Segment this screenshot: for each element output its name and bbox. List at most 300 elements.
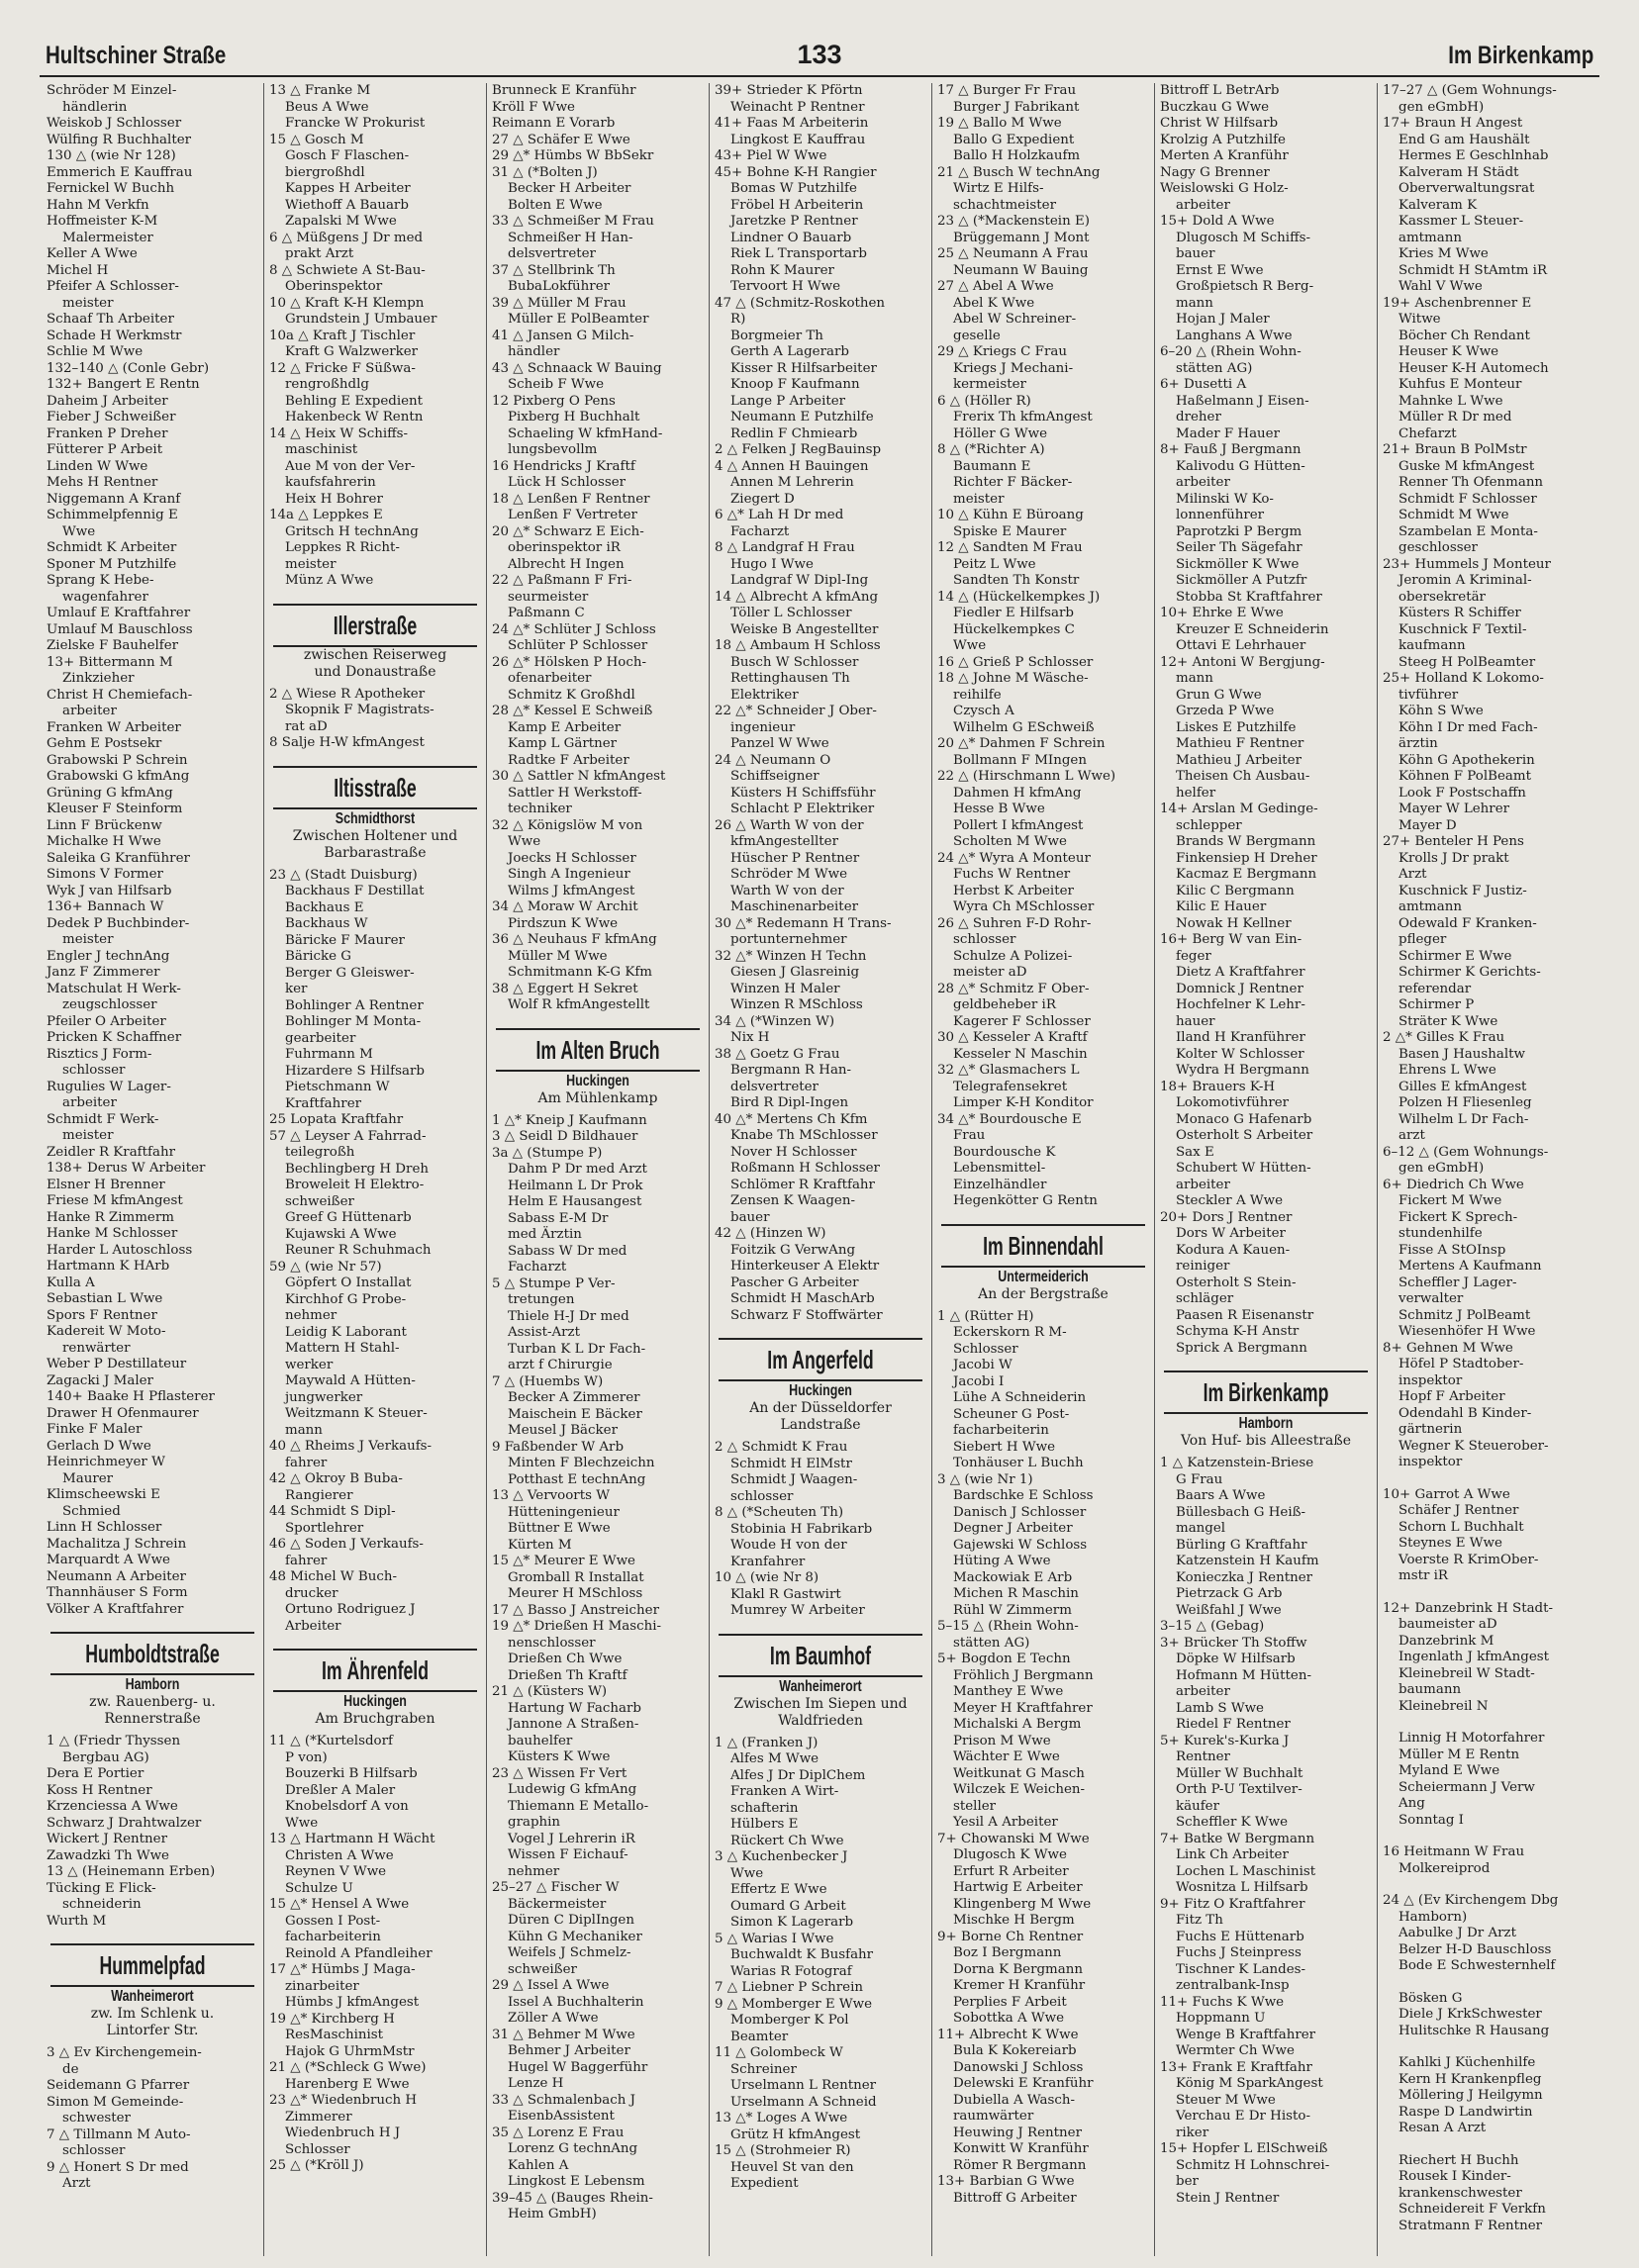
entry-continuation: arbeiter (1176, 1684, 1230, 1699)
entry-continuation: Kuschnick F Justiz- (1398, 883, 1527, 898)
entry-continuation: Bergbau AG) (62, 1749, 149, 1765)
directory-entry: 6 △ Müßgens J Dr med (269, 230, 424, 245)
directory-entry: 12+ Antoni W Bergjung- (1160, 654, 1325, 670)
entry-continuation: Ludewig G kfmAng (508, 1782, 637, 1797)
entry-continuation: Ziegert D (730, 491, 795, 507)
entry-continuation: Wissen F Eichauf- (508, 1847, 628, 1862)
entry-continuation: nehmer (508, 1863, 560, 1879)
entry-continuation: Spiske E Maurer (953, 523, 1067, 539)
directory-entry: Koss H Rentner (47, 1782, 152, 1798)
entry-continuation: Hochfelner K Lehr- (1176, 997, 1305, 1012)
directory-entry: Pricken K Schaffner (47, 1030, 182, 1045)
entry-continuation: zinarbeiter (285, 1978, 359, 1994)
entry-continuation: Pascher G Arbeiter (730, 1275, 859, 1290)
entry-continuation: Hugo I Wwe (730, 556, 814, 572)
directory-entry: Rugulies W Lager- (47, 1079, 171, 1094)
entry-continuation: Frerix Th kfmAngest (953, 410, 1093, 425)
entry-continuation: verwalter (1398, 1291, 1464, 1306)
directory-entry: Schmidt F Werk- (47, 1111, 159, 1127)
directory-entry: 19 △* Drießen H Maschi- (492, 1619, 662, 1634)
entry-continuation: Fuchs J Steinpress (1176, 1945, 1302, 1960)
directory-entry: Linn F Brückenw (47, 817, 162, 833)
entry-continuation: Konwitt W Kranführ (953, 2141, 1089, 2156)
entry-continuation: Look F Postschaffn (1398, 785, 1526, 801)
directory-entry: 9+ Borne Ch Rentner (937, 1929, 1084, 1944)
directory-entry: 14+ Arslan M Gedinge- (1160, 802, 1318, 816)
directory-entry: Schröder M Einzel- (47, 83, 177, 98)
entry-continuation: Böcher Ch Rendant (1398, 328, 1530, 343)
entry-continuation: Polzen H Fliesenleg (1398, 1095, 1532, 1110)
directory-entry: Linden W Wwe (47, 458, 148, 474)
entry-continuation: Iland H Kranführer (1176, 1030, 1305, 1045)
entry-continuation: Belzer H-D Bauschloss (1398, 1941, 1552, 1957)
entry-continuation: Fitz Th (1176, 1913, 1223, 1928)
directory-entry: 13 △ Vervoorts W (492, 1488, 610, 1503)
entry-continuation: Dreßler A Maler (285, 1782, 396, 1798)
entry-continuation: stätten AG) (953, 1635, 1030, 1651)
directory-entry: 12+ Danzebrink H Stadt- (1383, 1600, 1554, 1616)
entry-continuation: Voerste R KrimOber- (1398, 1552, 1539, 1567)
directory-entry: 13+ Frank E Kraftfahr (1160, 2059, 1312, 2075)
entry-continuation: Paßmann C (508, 606, 585, 620)
entry-continuation: Reinold A Pfandleiher (285, 1945, 433, 1961)
entry-continuation: Konieczka J Rentner (1176, 1569, 1313, 1585)
street-location: Barbarastraße (324, 844, 427, 861)
entry-continuation: tivführer (1398, 687, 1459, 703)
directory-entry: 32 △* Glasmachers L (937, 1063, 1080, 1078)
entry-continuation: obersekretär (1398, 589, 1486, 605)
entry-continuation: Hofmann M Hütten- (1176, 1667, 1311, 1683)
entry-continuation: Steeg H PolBeamter (1398, 654, 1536, 670)
entry-continuation: gärtnerin (1398, 1422, 1463, 1437)
entry-continuation: Küsters H Schiffsführ (730, 785, 876, 801)
street-section-header (269, 766, 481, 862)
directory-entry: Christ H Chemiefach- (47, 687, 193, 703)
directory-entry: 30 △ Kesseler A Kraftf (937, 1030, 1088, 1045)
entry-continuation: Manthey E Wwe (953, 1684, 1064, 1699)
entry-gap (1383, 2039, 1594, 2055)
directory-entry: Emmerich E Kauffrau (47, 164, 193, 180)
entry-continuation: referendar (1398, 981, 1472, 996)
street-section-header (492, 1028, 704, 1107)
entry-continuation: Schlömer R Kraftfahr (730, 1177, 875, 1192)
entry-continuation: meister (62, 932, 114, 947)
entry-continuation: Wwe (62, 523, 96, 539)
entry-continuation: Hamborn) (1398, 1909, 1468, 1925)
directory-entry: 7+ Chowanski M Wwe (937, 1831, 1090, 1846)
entry-continuation: Redlin F Chmiearb (730, 425, 858, 441)
entry-continuation: Wyra Ch MSchlosser (953, 899, 1095, 914)
directory-entry: Friese M kfmAngest (47, 1193, 183, 1208)
entry-continuation: ofenarbeiter (508, 671, 592, 686)
directory-entry: 5–15 △ (Rhein Wohn- (937, 1619, 1079, 1634)
entry-continuation: Müller W Buchhalt (1176, 1765, 1303, 1781)
street-location: Waldfrieden (778, 1712, 863, 1729)
entry-continuation: Hüscher P Rentner (730, 850, 860, 866)
entry-continuation: Rousek I Kinder- (1398, 2169, 1511, 2184)
entry-continuation: Schmidt H MaschArb (730, 1291, 875, 1306)
directory-entry: Schlie M Wwe (47, 344, 144, 359)
entry-continuation: R) (730, 312, 746, 327)
directory-entry: 19+ Aschenbrenner E (1383, 295, 1532, 311)
entry-continuation: Landgraf W Dipl-Ing (730, 573, 869, 588)
directory-entry: Nagy G Brenner (1160, 164, 1270, 180)
entry-continuation: Jeromin A Kriminal- (1398, 573, 1532, 588)
directory-entry: 24 △* Schlüter J Schloss (492, 621, 656, 637)
directory-entry: 19 △ Ballo M Wwe (937, 116, 1062, 131)
directory-entry: 6–20 △ (Rhein Wohn- (1160, 344, 1302, 359)
entry-continuation: Jannone A Straßen- (508, 1717, 639, 1732)
directory-entry: Spors F Rentner (47, 1307, 157, 1323)
entry-continuation: ingenieur (730, 719, 796, 735)
entry-continuation: Wächter E Wwe (953, 1749, 1060, 1764)
entry-continuation: Gajewski W Schloss (953, 1537, 1088, 1553)
entry-continuation: Maurer (62, 1470, 114, 1486)
directory-entry: Tücking E Flick- (47, 1880, 156, 1896)
entry-continuation: facharbeiterin (953, 1423, 1049, 1438)
entry-continuation: Beus A Wwe (285, 99, 369, 115)
entry-continuation: Weitkunat G Masch (953, 1765, 1085, 1781)
directory-column (710, 83, 932, 2256)
entry-continuation: arbeiter (1176, 1177, 1230, 1192)
entry-continuation: Scheffler K Wwe (1176, 1815, 1289, 1830)
entry-continuation: Sandten Th Konstr (953, 573, 1080, 588)
entry-continuation: geschlosser (1398, 540, 1478, 555)
entry-continuation: Singh A Ingenieur (508, 867, 630, 882)
entry-continuation: Heilmann L Dr Prok (508, 1178, 643, 1193)
entry-continuation: Kern H Krankenpfleg (1398, 2071, 1542, 2087)
directory-entry: 29 △ Issel A Wwe (492, 1978, 610, 1993)
entry-continuation: Schmitz K Großhdl (508, 687, 635, 703)
entry-continuation: Schmied (62, 1503, 121, 1519)
directory-entry: Reimann E Vorarb (492, 116, 616, 131)
entry-continuation: mann (285, 1422, 323, 1438)
entry-continuation: Klingenberg M Wwe (953, 1896, 1092, 1912)
directory-entry: Hanke R Zimmerm (47, 1209, 174, 1225)
directory-entry: Schimmelpfennig E (47, 508, 178, 522)
entry-continuation: Ang (1398, 1796, 1425, 1811)
entry-continuation: hauer (1176, 1013, 1215, 1029)
entry-continuation: ärztin (1398, 736, 1438, 751)
directory-entry: 24 △* Wyra A Monteur (937, 850, 1091, 866)
entry-continuation: bauer (1176, 246, 1215, 261)
directory-entry: 2 △ Wiese R Apotheker (269, 686, 426, 702)
entry-continuation: Müller R Dr med (1398, 410, 1512, 425)
directory-entry: 3a △ (Stumpe P) (492, 1145, 603, 1161)
directory-entry: Christ W Hilfsarb (1160, 116, 1279, 131)
directory-entry: 13 △ Franke M (269, 83, 371, 98)
entry-continuation: Abel K Wwe (953, 295, 1035, 311)
entry-continuation: prakt Arzt (285, 246, 354, 261)
entry-continuation: Müller M E Rentn (1398, 1747, 1520, 1762)
entry-continuation: zentralbank-Insp (1176, 1978, 1290, 1993)
entry-continuation: Winzen R MSchloss (730, 997, 863, 1012)
entry-continuation: Wiethoff A Bauarb (285, 197, 409, 213)
entry-continuation: geldbeheber iR (953, 997, 1056, 1012)
entry-continuation: graphin (508, 1815, 561, 1830)
entry-continuation: Warias R Fotograf (730, 1963, 852, 1979)
directory-entry: 16 Hendricks J Kraftf (492, 458, 635, 474)
entry-continuation: kfmAngestellter (730, 834, 839, 849)
entry-continuation: Wwe (285, 1815, 319, 1831)
directory-entry: 2 △ Schmidt K Frau (715, 1440, 848, 1455)
directory-entry: 48 Michel W Buch- (269, 1569, 398, 1584)
directory-entry: 5+ Kurek's-Kurka J (1160, 1733, 1290, 1748)
directory-entry: 5 △ Stumpe P Ver- (492, 1276, 616, 1291)
entry-continuation: arbeiter (1176, 197, 1230, 213)
entry-continuation: Zimmerer (285, 2109, 352, 2125)
directory-entry: Wyk J van Hilfsarb (47, 883, 172, 898)
directory-entry: Wurth M (47, 1913, 107, 1929)
directory-entry: 8 △ (*Richter A) (937, 442, 1045, 457)
entry-continuation: mann (1176, 671, 1213, 686)
entry-continuation: Fickert K Sprech- (1398, 1209, 1518, 1225)
entry-continuation: tretungen (508, 1292, 575, 1307)
entry-continuation: Mayer D (1398, 817, 1457, 833)
directory-entry: 5+ Bogdon E Techn (937, 1652, 1071, 1666)
directory-entry: 47 △ (Schmitz-Roskothen (715, 295, 886, 311)
directory-column (487, 83, 710, 2256)
directory-entry: 3+ Brücker Th Stoffw (1160, 1635, 1307, 1651)
entry-continuation: Becker A Zimmerer (508, 1390, 640, 1405)
entry-continuation: Schwarz F Stoffwärter (730, 1307, 883, 1323)
directory-entry: 29 △* Hümbs W BbSekr (492, 148, 654, 163)
entry-continuation: Fuchs W Rentner (953, 867, 1071, 882)
directory-entry: Mehs H Rentner (47, 475, 158, 490)
entry-gap (1383, 1877, 1594, 1893)
directory-entry: 15+ Hopfer L ElSchweiß (1160, 2141, 1328, 2156)
entry-continuation: Köhn G Apothekerin (1398, 752, 1535, 768)
directory-entry: Sponer M Putzhilfe (47, 556, 177, 572)
directory-entry: 32 △ Königslöw M von (492, 817, 643, 833)
entry-continuation: Brüggemann J Mont (953, 230, 1090, 245)
entry-continuation: Wirtz E Hilfs- (953, 181, 1044, 196)
entry-continuation: Nover H Schlosser (730, 1144, 857, 1160)
directory-entry: Seidemann G Pfarrer (47, 2078, 190, 2093)
entry-continuation: Weiske B Angestellter (730, 621, 879, 637)
entry-continuation: Küsters R Schiffer (1398, 606, 1521, 620)
entry-continuation: gen eGmbH) (1398, 1161, 1485, 1176)
entry-continuation: Müller M Wwe (508, 948, 608, 964)
directory-entry: Bittroff L BetrArb (1160, 83, 1280, 98)
entry-continuation: Michen R Maschin (953, 1586, 1079, 1601)
entry-continuation: Weifels J Schmelz- (508, 1945, 631, 1960)
entry-continuation: Fröbel H Arbeiterin (730, 197, 864, 213)
entry-continuation: Ballo G Expedient (953, 132, 1075, 147)
entry-continuation: Schirmer E Wwe (1398, 948, 1512, 964)
entry-continuation: Tischner K Landes- (1176, 1961, 1306, 1977)
directory-entry: 138+ Derus W Arbeiter (47, 1161, 206, 1176)
directory-entry: 15 △ Gosch M (269, 132, 364, 147)
directory-entry: 26 △ Warth W von der (715, 817, 864, 833)
entry-continuation: Schlüter P Schlosser (508, 638, 648, 653)
entry-continuation: Mischke H Bergm (953, 1913, 1075, 1928)
directory-entry: 16 △ Grieß P Schlosser (937, 654, 1094, 670)
entry-continuation: Hümbs J kfmAngest (285, 1995, 420, 2010)
entry-continuation: Kisser R Hilfsarbeiter (730, 360, 877, 376)
entry-continuation: Heuvel St van den (730, 2159, 854, 2175)
entry-continuation: Limper K-H Konditor (953, 1095, 1094, 1110)
street-name: Illerstraße (333, 610, 418, 640)
entry-continuation: Winzen H Maler (730, 981, 840, 996)
directory-entry: Kröll F Wwe (492, 99, 575, 115)
entry-continuation: Behmer J Arbeiter (508, 2043, 630, 2058)
entry-continuation: oberinspektor iR (508, 540, 621, 555)
entry-continuation: Scheib F Wwe (508, 377, 605, 392)
entry-continuation: Odendahl B Kinder- (1398, 1405, 1532, 1421)
street-location: Zwischen Holtener und (292, 827, 458, 844)
directory-entry: 24 △ (Ev Kirchengem Dbg (1383, 1893, 1559, 1908)
entry-continuation: Wilms J kfmAngest (508, 883, 635, 898)
entry-continuation: Linnig H Motorfahrer (1398, 1731, 1545, 1746)
directory-entry: 11 △ Golombeck W (715, 2045, 843, 2060)
entry-continuation: Dietz A Kraftfahrer (1176, 965, 1305, 980)
entry-continuation: End G am Haushält (1398, 132, 1530, 147)
directory-entry: 43 △ Schnaack W Bauing (492, 360, 662, 376)
street-location: zw. Rauenberg- u. (89, 1694, 216, 1710)
entry-continuation: Sprick A Bergmann (1176, 1340, 1307, 1356)
entry-continuation: Aue M von der Ver- (285, 458, 416, 474)
entry-continuation: teilegroßh (285, 1145, 355, 1160)
entry-continuation: Ingenlath J kfmAngest (1398, 1650, 1549, 1664)
entry-continuation: Bohlinger A Rentner (285, 997, 424, 1013)
entry-continuation: Schreiner (730, 2061, 797, 2077)
entry-continuation: Lokomotivführer (1176, 1095, 1290, 1110)
directory-entry: 20 △* Schwarz E Eich- (492, 523, 644, 539)
entry-continuation: Broweleit H Elektro- (285, 1178, 425, 1192)
entry-continuation: lonnenführer (1176, 508, 1265, 522)
directory-entry: 23 △ (Stadt Duisburg) (269, 867, 418, 883)
directory-entry: 25 △ (*Kröll J) (269, 2158, 364, 2173)
entry-continuation: Woude H von der (730, 1538, 847, 1553)
entry-continuation: G Frau (1176, 1471, 1223, 1487)
entry-continuation: schlepper (1176, 817, 1242, 833)
district-name: Schmidthorst (335, 809, 416, 827)
entry-continuation: Boz I Bergmann (953, 1945, 1062, 1960)
entry-continuation: kermeister (953, 377, 1026, 392)
entry-continuation: Kassmer L Steuer- (1398, 214, 1524, 229)
entry-continuation: schweißer (508, 1961, 577, 1977)
directory-entry: 7 △ Liebner P Schrein (715, 1980, 864, 1995)
entry-continuation: Kalveram K (1398, 197, 1478, 213)
entry-continuation: Schmitz H Lohnschrei- (1176, 2157, 1330, 2173)
directory-entry: Hartmann K HArb (47, 1259, 170, 1274)
directory-entry: 15+ Dold A Wwe (1160, 214, 1275, 229)
entry-continuation: Lange P Arbeiter (730, 393, 846, 409)
entry-continuation: Backhaus W (285, 916, 368, 931)
street-name: Im Binnendahl (983, 1230, 1104, 1261)
entry-continuation: kaufmann (1398, 638, 1466, 653)
entry-continuation: schachtmeister (953, 197, 1056, 213)
entry-continuation: Schirmer K Gerichts- (1398, 965, 1541, 980)
directory-entry: 29 △ Kriegs C Frau (937, 344, 1067, 359)
entry-continuation: Schiffseigner (730, 769, 820, 784)
directory-entry: Engler J technAng (47, 948, 170, 964)
entry-continuation: Schirmer P (1398, 997, 1475, 1012)
entry-continuation: Rohn K Maurer (730, 262, 834, 278)
entry-continuation: Brands W Bergmann (1176, 834, 1316, 849)
entry-continuation: Greef G Hüttenarb (285, 1210, 412, 1225)
entry-continuation: BubaLokführer (508, 279, 611, 294)
entry-continuation: Wegner K Steuerober- (1398, 1438, 1549, 1454)
entry-continuation: Schubert W Hütten- (1176, 1161, 1311, 1176)
entry-continuation: delsvertreter (730, 1079, 819, 1094)
directory-entry: 31 △ Behmer M Wwe (492, 2027, 635, 2042)
entry-continuation: Schmidt F Schlosser (1398, 491, 1537, 507)
entry-continuation: Fröhlich J Bergmann (953, 1667, 1094, 1683)
entry-continuation: Drießen Ch Wwe (508, 1652, 623, 1666)
entry-continuation: Hermes E Geschlnhab (1398, 148, 1549, 163)
entry-continuation: Büttner E Wwe (508, 1521, 611, 1536)
entry-continuation: Alfes J Dr DiplChem (730, 1767, 866, 1783)
entry-continuation: Schmitmann K-G Kfm (508, 965, 653, 980)
entry-continuation: Höller G Wwe (953, 425, 1047, 441)
entry-continuation: Tervoort H Wwe (730, 279, 841, 294)
entry-continuation: Kuhfus E Monteur (1398, 377, 1522, 392)
entry-continuation: Maischein E Bäcker (508, 1406, 642, 1422)
entry-continuation: Kühn G Mechaniker (508, 1929, 642, 1944)
entry-continuation: Klakl R Gastwirt (730, 1586, 841, 1602)
directory-entry: 27 △ Abel A Wwe (937, 279, 1054, 294)
entry-continuation: Köhn I Dr med Fach- (1398, 719, 1538, 735)
entry-continuation: Schaeling W kfmHand- (508, 425, 663, 441)
entry-continuation: Bäricke G (285, 949, 351, 964)
entry-continuation: seurmeister (508, 589, 589, 605)
entry-continuation: Thiemann E Metallo- (508, 1798, 649, 1814)
entry-continuation: Bollmann F MIngen (953, 752, 1087, 768)
entry-continuation: med Ärztin (508, 1227, 582, 1242)
entry-continuation: Heuwing J Rentner (953, 2125, 1083, 2140)
directory-entry: Dedek P Buchbinder- (47, 915, 190, 931)
entry-continuation: Schorn L Buchhalt (1398, 1519, 1524, 1535)
entry-continuation: Kesseler N Maschin (953, 1046, 1088, 1062)
entry-continuation: käufer (1176, 1798, 1220, 1814)
entry-continuation: Bourdousche K (953, 1144, 1056, 1160)
entry-continuation: Gosch F Flaschen- (285, 148, 410, 163)
entry-continuation: Foitzik G VerwAng (730, 1242, 856, 1258)
entry-continuation: Müller E PolBeamter (508, 312, 649, 327)
entry-continuation: Raspe D Landwirtin (1398, 2104, 1533, 2120)
entry-continuation: Gromball R Installat (508, 1569, 644, 1585)
entry-continuation: Heuser K Wwe (1398, 344, 1499, 359)
street-location: Landstraße (780, 1417, 861, 1433)
entry-continuation: händlerin (62, 99, 128, 115)
entry-continuation: Wwe (730, 1865, 764, 1881)
directory-entry: 14 △ Heix W Schiffs- (269, 425, 409, 441)
directory-entry: 5 △ Warias I Wwe (715, 1931, 834, 1946)
directory-entry: 10 △ (wie Nr 8) (715, 1570, 820, 1585)
directory-entry: 6+ Diedrich Ch Wwe (1383, 1177, 1524, 1192)
directory-entry: 132–140 △ (Conle Gebr) (47, 360, 210, 376)
entry-continuation: Zöller A Wwe (508, 2011, 599, 2026)
directory-entry: Zielske F Bauhelfer (47, 638, 179, 653)
entry-continuation: Busch W Schlosser (730, 654, 859, 670)
directory-entry: 14a △ Leppkes E (269, 508, 383, 522)
entry-continuation: Sportlehrer (285, 1520, 364, 1536)
entry-continuation: Bolten E Wwe (508, 197, 603, 213)
street-location: Am Bruchgraben (315, 1711, 435, 1727)
directory-entry: 26 △ Suhren F-D Rohr- (937, 915, 1092, 931)
entry-continuation: Wwe (508, 834, 541, 849)
entry-continuation: schlosser (730, 1488, 794, 1504)
entry-continuation: Hüting A Wwe (953, 1554, 1051, 1568)
entry-continuation: Sickmöller A Putzfr (1176, 573, 1307, 588)
entry-continuation: Maschinenarbeiter (730, 899, 859, 914)
entry-continuation: Krolls J Dr prakt (1398, 850, 1509, 866)
entry-continuation: Leidig K Laborant (285, 1324, 407, 1340)
directory-entry: 39+ Strieder K Pförtn (715, 83, 863, 98)
entry-continuation: Dlugosch M Schiffs- (1176, 230, 1310, 245)
